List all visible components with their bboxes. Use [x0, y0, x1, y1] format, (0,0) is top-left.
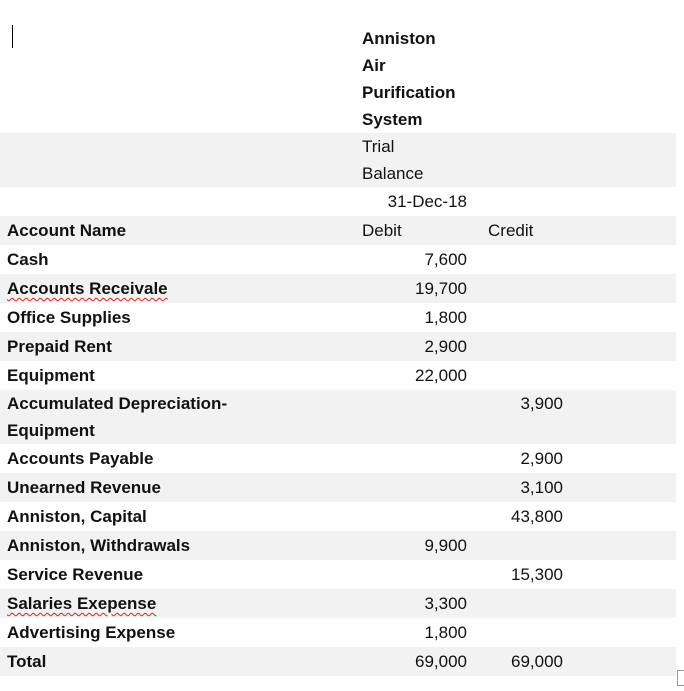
table-row — [0, 473, 676, 502]
credit-amount — [470, 245, 566, 274]
table-row — [0, 245, 676, 274]
header-credit: Credit — [470, 216, 566, 245]
account-name — [0, 390, 355, 444]
account-name: Prepaid Rent — [0, 332, 355, 361]
account-name-line: Accumulated Depreciation- — [7, 394, 228, 413]
credit-amount — [470, 332, 566, 361]
account-name: Cash — [7, 250, 49, 269]
credit-amount: 43,800 — [511, 507, 563, 526]
credit-amount — [470, 618, 566, 647]
account-name: Unearned Revenue — [0, 473, 355, 502]
table-row — [0, 444, 676, 473]
report-line: Trial — [362, 137, 395, 156]
debit-amount — [355, 390, 470, 444]
debit-amount: 1,800 — [424, 308, 467, 327]
credit-amount — [470, 589, 566, 618]
debit-amount — [355, 444, 470, 473]
debit-amount: 9,900 — [355, 531, 470, 560]
debit-amount — [355, 502, 470, 531]
debit-amount — [355, 473, 470, 502]
account-name — [0, 589, 355, 618]
credit-amount: 3,900 — [470, 390, 566, 444]
trial-balance-table — [0, 25, 676, 676]
report-line: Balance — [362, 164, 424, 183]
debit-amount: 7,600 — [424, 250, 467, 269]
table-row — [0, 618, 676, 647]
account-name-line: Equipment — [7, 421, 95, 440]
credit-amount: 15,300 — [511, 565, 563, 584]
table-row — [0, 560, 676, 589]
account-name: Anniston, Withdrawals — [0, 531, 355, 560]
header-row — [0, 216, 676, 245]
header-account-name: Account Name — [0, 216, 355, 245]
company-line: System — [362, 110, 423, 129]
company-line: Purification — [362, 83, 456, 102]
account-name: Equipment — [7, 366, 95, 385]
misspelled-word[interactable]: Salaries Exepense — [7, 594, 157, 613]
table-row — [0, 361, 676, 390]
account-name: Anniston, Capital — [7, 507, 147, 526]
total-label: Total — [0, 647, 355, 676]
report-title-row — [0, 133, 676, 187]
table-row — [0, 502, 676, 531]
total-row — [0, 647, 676, 676]
table-row — [0, 390, 676, 444]
credit-amount: 3,100 — [470, 473, 566, 502]
credit-amount — [470, 274, 566, 303]
table-row — [0, 332, 676, 361]
debit-amount — [355, 560, 470, 589]
account-name: Advertising Expense — [7, 623, 176, 642]
credit-amount: 2,900 — [520, 449, 563, 468]
debit-amount: 2,900 — [355, 332, 470, 361]
table-resize-handle[interactable] — [677, 670, 684, 686]
account-name: Service Revenue — [7, 565, 144, 584]
credit-amount — [470, 531, 566, 560]
credit-amount — [470, 361, 566, 390]
total-credit: 69,000 — [470, 647, 566, 676]
table-row — [0, 303, 676, 332]
total-debit: 69,000 — [355, 647, 470, 676]
table-row — [0, 274, 676, 303]
company-line: Air — [362, 56, 386, 75]
report-title — [355, 133, 470, 187]
company-name-row — [0, 25, 676, 133]
account-name: Accounts Payable — [7, 449, 154, 468]
account-name — [0, 274, 355, 303]
header-debit: Debit — [355, 216, 470, 245]
company-name — [355, 25, 470, 133]
company-line: Anniston — [362, 29, 436, 48]
table-row — [0, 589, 676, 618]
debit-amount: 3,300 — [355, 589, 470, 618]
table-row — [0, 531, 676, 560]
debit-amount: 19,700 — [355, 274, 470, 303]
report-date: 31-Dec-18 — [387, 192, 467, 211]
misspelled-word[interactable]: Accounts Receivale — [7, 279, 168, 298]
credit-amount — [470, 303, 566, 332]
date-row — [0, 187, 676, 216]
debit-amount: 1,800 — [424, 623, 467, 642]
account-name: Office Supplies — [7, 308, 131, 327]
debit-amount: 22,000 — [415, 366, 467, 385]
